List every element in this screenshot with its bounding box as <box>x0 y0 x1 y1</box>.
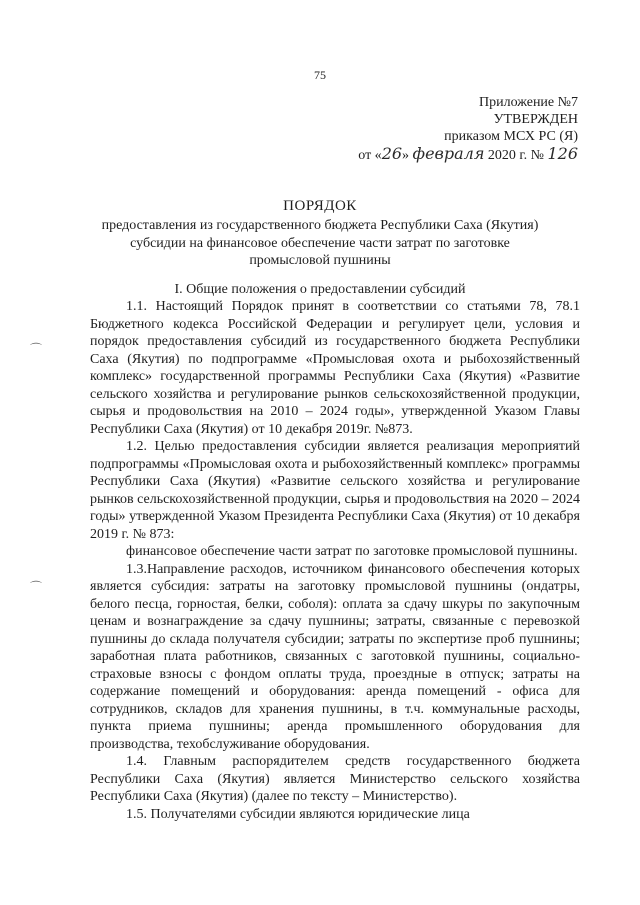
document-body <box>90 298 580 823</box>
year-and-number-label: 2020 г. № <box>487 148 544 163</box>
approval-stamp <box>318 94 578 164</box>
handwritten-order-number: 126 <box>547 144 578 163</box>
handwritten-month: февраля <box>412 144 485 163</box>
margin-hole-mark: ⌒ <box>30 580 43 594</box>
order-label: приказом МСХ РС (Я) <box>444 129 578 144</box>
document-title: ПОРЯДОК <box>283 198 357 214</box>
paragraph-1-2-item: финансовое обеспечение части затрат по заготовке промысловой пушнины. <box>126 544 578 559</box>
order-date-line <box>318 145 578 164</box>
appendix-label: Приложение №7 <box>479 95 578 110</box>
approved-label: УТВЕРЖДЕН <box>493 112 578 127</box>
page-number: 75 <box>314 68 326 82</box>
margin-hole-mark: ⌒ <box>30 342 43 356</box>
paragraph-1-4: 1.4. Главным распорядителем средств государственного бюджета Республики Саха (Якутия) является Министерство сельского хозяйства Республики Саха (Якутия) (далее по тексту – Министерство). <box>90 754 580 804</box>
paragraph-1-1: 1.1. Настоящий Порядок принят в соответствии со статьями 78, 78.1 Бюджетного кодекса Российской Федерации и регулирует цели, условия и порядок предоставления субсидий из государственного бюджета Республики Саха (Якутия) по подпрограмме «Промысловая охота и рыбохозяйственный комплекс» государственной программы Республики Саха (Якутия) «Развитие сельского хозяйства и регулирование рынков сельскохозяйственной продукции, сырья и продовольствия на 2010 – 2024 годы», утвержденной Указом Главы Республики Саха (Якутия) от 10 декабря 2019г. №873. <box>90 299 580 437</box>
paragraph-1-5: 1.5. Получателями субсидии являются юридические лица <box>126 806 470 822</box>
section-heading: I. Общие положения о предоставлении субсидий <box>174 282 466 297</box>
paragraph-1-2: 1.2. Целью предоставления субсидии является реализация мероприятий подпрограммы «Промысловая охота и рыбохозяйственный комплекс» программы Республики Саха (Якутия) «Развитие сельского хозяйства и регулирование рынков сельскохозяйственной продукции, сырья и продовольствия на 2020 – 2024 годы» утвержденной Указом Президента Республики Саха (Якутия) от 10 декабря 2019 г. № 873: <box>90 439 580 542</box>
handwritten-day: 26 <box>381 144 403 163</box>
date-prefix: от « <box>358 148 382 163</box>
date-separator: » <box>402 148 410 163</box>
document-subtitle: предоставления из государственного бюджета Республики Саха (Якутия) субсидии на финансовое обеспечение части затрат по заготовке промысловой пушнины <box>101 218 539 268</box>
paragraph-1-3: 1.3.Направление расходов, источником финансового обеспечения которых является субсидия: затраты на заготовку промысловой пушнины (ондатры, белого песца, горностая, белки, соболя): оплата за сдачу шкуры по закупочным ценам и вознаграждение за сдачу пушнины; затраты, связанные с перевозкой пушнины до склада получателя субсидии; затраты по экспертизе проб пушнины; заработная плата работников, связанных с заготовкой пушнины, социально-страховые взносы с фондом оплаты труда, проездные в отпуск; затраты на содержание помещений и оборудования: аренда помещений - офиса для сотрудников, складов для хранения пушнины, в т.ч. коммунальные расходы, пункта приема пушнины; аренда промышленного оборудования для производства, техобслуживание оборудования. <box>90 561 580 752</box>
